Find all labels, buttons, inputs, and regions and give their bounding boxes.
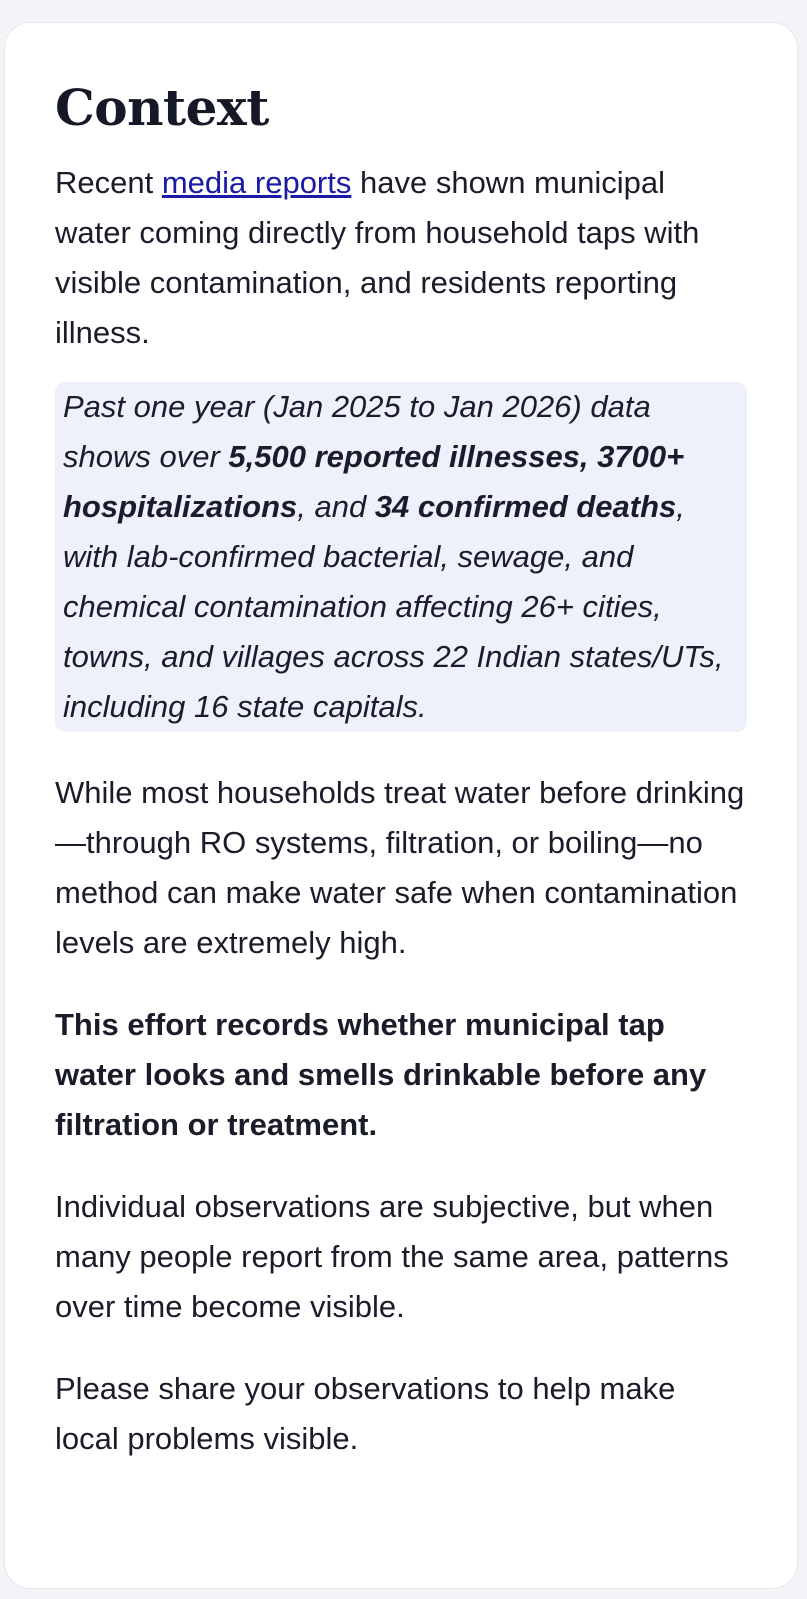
stats-text: Past one year (Jan 2025 to Jan 2026) data shows over xyxy=(63,389,651,474)
call-to-action: Please share your observations to help make local problems visible. xyxy=(55,1371,676,1456)
stats-illnesses-hospitalizations: 5,500 reported illnesses, 3700+ hospitalizations xyxy=(63,439,685,524)
intro-paragraph xyxy=(55,158,747,358)
context-card xyxy=(4,22,798,1589)
observations-paragraph: Individual observations are subjective, but when many people report from the same area, patterns over time become visible. xyxy=(55,1189,729,1324)
intro-text-start: Recent xyxy=(55,165,162,200)
stats-text: , with lab-confirmed bacterial, sewage, and chemical contamination affecting 26+ cities, towns, and villages across 22 Indian states/UTs, including 16 state capitals. xyxy=(63,489,724,724)
media-reports-link[interactable]: media reports xyxy=(161,165,352,200)
purpose-paragraph: This effort records whether municipal tap water looks and smells drinkable before any filtration or treatment. xyxy=(55,1007,707,1142)
treatment-paragraph: While most households treat water before drinking—through RO systems, filtration, or boiling—no method can make water safe when contamination levels are extremely high. xyxy=(55,775,745,960)
intro-text-end: have shown municipal water coming directly from household taps with visible contamination, and residents reporting illness. xyxy=(55,165,700,350)
section-title: Context xyxy=(55,78,269,137)
stats-text: , and xyxy=(297,489,375,524)
stats-deaths: 34 confirmed deaths xyxy=(374,489,677,524)
statistics-callout xyxy=(55,382,747,732)
